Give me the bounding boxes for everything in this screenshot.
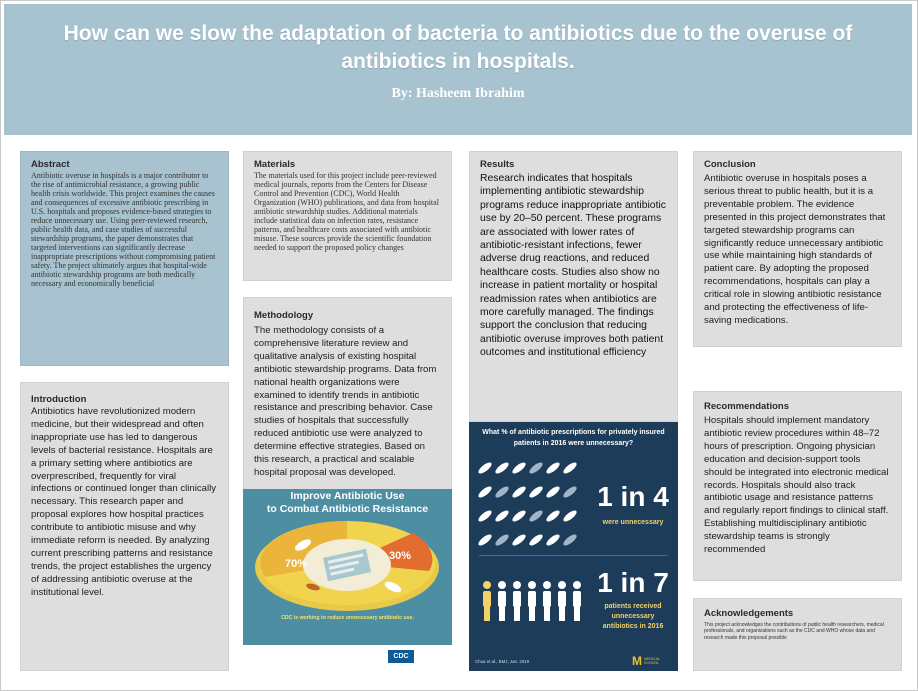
cdc-infographic-title [243, 489, 452, 515]
pill-icon [511, 461, 528, 476]
person-icon [543, 581, 551, 621]
author-byline: By: Hasheem Ibrahim [391, 86, 525, 101]
person-icon [498, 581, 506, 621]
pill-icon [528, 509, 545, 524]
prescription-infographic [469, 422, 678, 671]
acknowledgements-text: This project acknowledges the contributions of public health researchers, medical professionals, and organizations such as the CDC and WHO whose data and research made this proposal possible [704, 622, 884, 641]
poster-title: How can we slow the adaptation of bacteria to antibiotics due to the overuse of antibiotics in hospitals. [63, 22, 853, 73]
infographic-question-line2: patients in 2016 were unnecessary? [513, 440, 634, 447]
pill-icon [494, 461, 511, 476]
right-percent: 30% [389, 550, 412, 562]
recommendations-text: Hospitals should implement mandatory antibiotic review procedures within 48–72 hours of prescription. Ongoing physician education and decision-support tools should be integrated into electronic medical records. Hospitals should also track antibiotic usage and resistance patterns and regularly report findings to clinical staff. Establishing multidisciplinary antibiotic stewardship teams is strongly recommended [704, 415, 889, 556]
results-text: Research indicates that hospitals implementing antibiotic stewardship programs reduce inappropriate antibiotic use by 20–50 percent. These programs are associated with lower rates of antibiotic-resistant infections, fewer adverse drug reactions, and reduced healthcare costs. Studies also show no increase in patient mortality or hospital readmission rates when antibiotics are more carefully managed. The findings support the conclusion that reducing antibiotic overuse improves both patient outcomes and institutional efficiency [480, 173, 666, 359]
pill-icon [511, 485, 528, 500]
infographic-question [475, 427, 672, 449]
acknowledgements-panel [693, 598, 902, 671]
conclusion-heading: Conclusion [704, 159, 756, 170]
person-icon [483, 581, 491, 621]
person-icon [513, 581, 521, 621]
pie-illustration [243, 515, 452, 615]
pill-icon [477, 509, 493, 524]
infographic-separator [479, 555, 668, 556]
pill-icon [562, 461, 579, 476]
stat2-label-line2: unnecessary [611, 613, 655, 620]
conclusion-text: Antibiotic overuse in hospitals poses a serious threat to public health, but it is a preventable problem. The evidence presented in this project demonstrates that targeted stewardship programs can significantly reduce unnecessary antibiotic use while maintaining high standards of patient care. By adopting the proposed recommendations, hospitals can play a critical role in slowing antibiotic resistance and protecting the effectiveness of life-saving medications. [704, 173, 886, 326]
stat1-label: were unnecessary [602, 519, 664, 526]
infographic-question-line1: What % of antibiotic prescriptions for privately insured [482, 429, 665, 436]
pill-icon [545, 485, 562, 500]
pill-icon [528, 485, 545, 500]
cdc-caption: CDC is working to reduce unnecessary antibiotic use. [281, 615, 414, 621]
michigan-logo [632, 655, 672, 667]
materials-heading: Materials [254, 159, 296, 170]
poster-header [4, 4, 912, 135]
block-m-logo: M [632, 654, 642, 668]
stat1-value: 1 in 4 [597, 481, 669, 512]
cdc-infographic [243, 489, 452, 670]
stat2-label-line1: patients received [604, 603, 662, 610]
people-row [477, 580, 587, 630]
pill-icon [545, 461, 562, 476]
methodology-panel [243, 297, 452, 490]
recommendations-heading: Recommendations [704, 401, 789, 412]
pill-icon [511, 509, 528, 524]
stat2-label [591, 602, 675, 632]
pill-grid [477, 458, 587, 556]
cdc-logo: CDC [388, 650, 414, 663]
pill-icon [494, 509, 511, 524]
cdc-infographic-title-line2: to Combat Antibiotic Resistance [266, 502, 429, 515]
abstract-text: Antibiotic overuse in hospitals is a major contributor to the rise of antimicrobial resistance, a growing public health crisis worldwide. This project examines the causes and consequences of excessive antibiotic prescribing in U.S. hospitals and proposes evidence-based strategies to reduce unnecessary use. Using peer-reviewed research, public health data, and case studies of successful stewardship programs, the paper demonstrates that targeted interventions can significantly decrease inappropriate prescriptions without compromising patient safety. The project ultimately argues that hospital-wide antibiotic stewardship programs are both medically necessary and economically beneficial [31, 171, 216, 288]
pill-icon [545, 533, 562, 548]
methodology-heading: Methodology [254, 310, 314, 321]
introduction-text: Antibiotics have revolutionized modern medicine, but their widespread and often inappropriate use has led to dangerous levels of bacterial resistance. Hospitals are a primary setting where antibiotics are overprescribed, frequently for viral infections or continued longer than clinically necessary. This research paper and proposal explores how hospital practices contribute to antibiotic misuse and why immediate reform is needed. By analyzing current prescribing patterns and resistance trends, the project establishes the urgency of addressing antibiotic overuse at the institutional level. [31, 406, 217, 598]
abstract-panel [20, 151, 229, 366]
pill-icon [528, 533, 545, 548]
pill-icon [562, 485, 579, 500]
abstract-heading: Abstract [31, 159, 70, 170]
cdc-footer [243, 645, 452, 670]
pill-icon [494, 485, 511, 500]
pill-icon [511, 533, 528, 548]
methodology-text: The methodology consists of a comprehensive literature review and qualitative analysis of existing hospital antibiotic stewardship programs. Data from national health organizations were examined to identify trends in antibiotic resistance and prescribing behavior. Case studies of hospitals that successfully reduced antibiotic use were analyzed to determine effective strategies. Based on this research, a practical and scalable hospital proposal was developed. [254, 325, 437, 478]
left-percent: 70% [285, 558, 308, 570]
results-panel [469, 151, 678, 422]
person-icon [558, 581, 566, 621]
recommendations-panel [693, 391, 902, 581]
acknowledgements-heading: Acknowledgements [704, 608, 794, 619]
pill-icon [477, 485, 493, 500]
pill-icon [545, 509, 562, 524]
medical-school-label: MEDICAL SCHOOL [644, 657, 660, 665]
introduction-heading: Introduction [31, 394, 87, 405]
stat2-value: 1 in 7 [597, 567, 669, 598]
stat2-label-line3: antibiotics in 2016 [602, 623, 664, 630]
person-icon [573, 581, 581, 621]
introduction-panel [20, 382, 229, 671]
results-heading: Results [480, 159, 515, 170]
conclusion-panel [693, 151, 902, 347]
pill-icon [477, 461, 493, 476]
materials-text: The materials used for this project include peer-reviewed medical journals, reports from the Centers for Disease Control and Prevention (CDC), World Health Organization (WHO) publications, and data from hospital antibiotic stewardship studies. Additional materials include statistical data on infection rates, resistance patterns, and healthcare costs associated with antibiotic misuse. These sources provide the scientific foundation needed to support the proposed policy changes [254, 171, 439, 252]
pill-icon [562, 533, 579, 548]
pill-icon [477, 533, 493, 548]
person-icon [528, 581, 536, 621]
pill-icon [494, 533, 511, 548]
materials-panel [243, 151, 452, 281]
pill-icon [562, 509, 579, 524]
pill-icon [528, 461, 545, 476]
infographic-source: Chua et al., BMJ, Jan. 2019 [475, 659, 530, 664]
cdc-infographic-title-line1: Improve Antibiotic Use [290, 490, 405, 502]
